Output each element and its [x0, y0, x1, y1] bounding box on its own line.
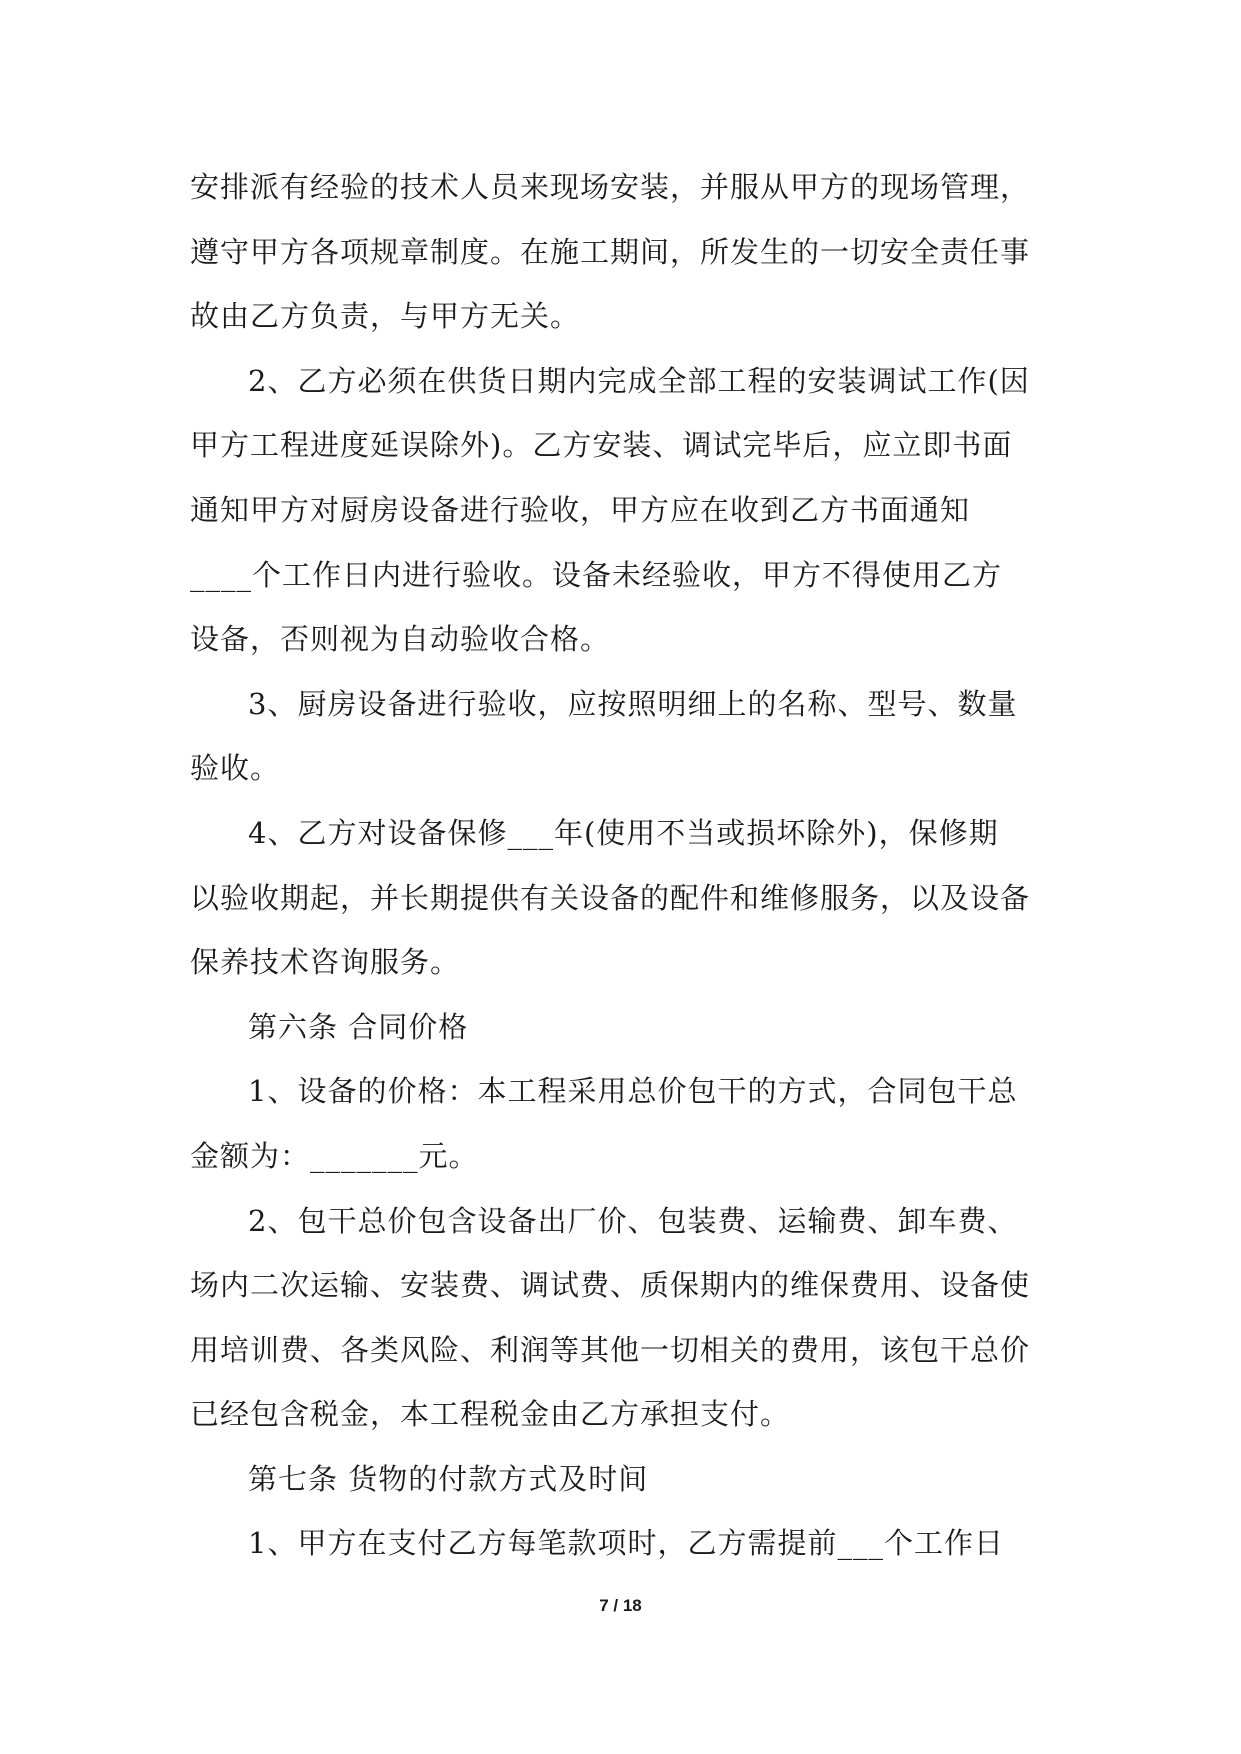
text-line: 金额为：_______元。 [190, 1138, 479, 1173]
text-line: 用培训费、各类风险、利润等其他一切相关的费用，该包干总价 [190, 1332, 1031, 1367]
text-line: 通知甲方对厨房设备进行验收，甲方应在收到乙方书面通知 [190, 492, 971, 527]
page-number: 7 / 18 [599, 1596, 642, 1615]
text-line: 2、包干总价包含设备出厂价、包装费、运输费、卸车费、 [248, 1203, 1018, 1238]
text-line: 2、乙方必须在供货日期内完成全部工程的安装调试工作(因 [248, 363, 1030, 398]
text-line: 已经包含税金，本工程税金由乙方承担支付。 [190, 1397, 791, 1432]
text-line: 保养技术咨询服务。 [190, 945, 461, 980]
text-line: 验收。 [190, 751, 281, 786]
document-body [190, 155, 1050, 1576]
text-line: 3、厨房设备进行验收，应按照明细上的名称、型号、数量 [248, 686, 1018, 721]
text-line: 安排派有经验的技术人员来现场安装，并服从甲方的现场管理， [190, 170, 1031, 204]
text-line: 遵守甲方各项规章制度。在施工期间，所发生的一切安全责任事 [190, 234, 1031, 269]
text-line: 故由乙方负责，与甲方无关。 [190, 299, 581, 334]
text-line: 甲方工程进度延误除外)。乙方安装、调试完毕后，应立即书面 [190, 428, 1013, 463]
text-line: 1、设备的价格：本工程采用总价包干的方式，合同包干总 [248, 1074, 1018, 1109]
section-heading: 第七条 货物的付款方式及时间 [248, 1461, 649, 1496]
section-heading: 第六条 合同价格 [248, 1009, 469, 1044]
text-line: 1、甲方在支付乙方每笔款项时，乙方需提前___个工作日 [248, 1526, 1004, 1561]
text-line: 以验收期起，并长期提供有关设备的配件和维修服务，以及设备 [190, 880, 1031, 915]
text-line: 设备，否则视为自动验收合格。 [190, 622, 611, 657]
text-line: ____个工作日内进行验收。设备未经验收，甲方不得使用乙方 [190, 557, 1003, 592]
text-line: 场内二次运输、安装费、调试费、质保期内的维保费用、设备使 [190, 1268, 1031, 1303]
text-line: 4、乙方对设备保修___年(使用不当或损坏除外)，保修期 [248, 815, 999, 850]
